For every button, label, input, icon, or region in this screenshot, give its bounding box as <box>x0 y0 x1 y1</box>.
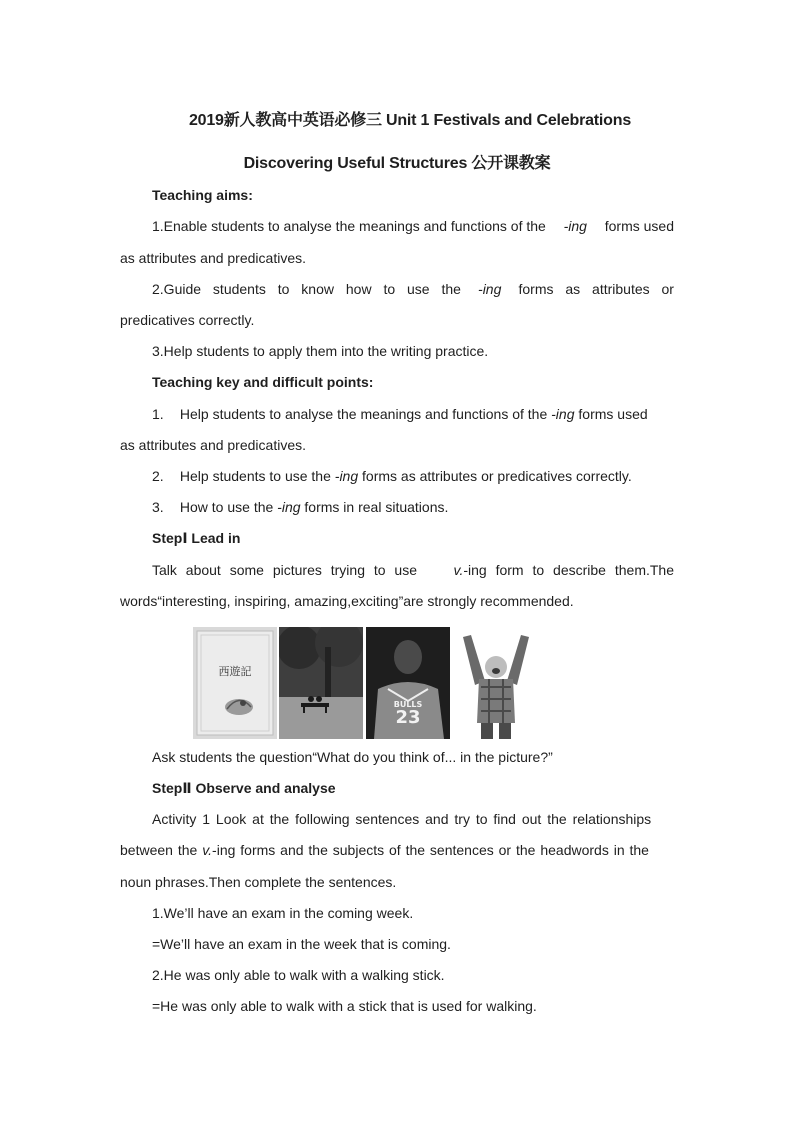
step1-question: Ask students the question“What do you think of... in the picture?” <box>152 749 553 765</box>
step1-text-a: Talk about some pictures trying to use <box>152 562 418 578</box>
keypoint-3-ing: -ing <box>277 499 301 515</box>
svg-text:BULLS: BULLS <box>393 700 423 709</box>
park-bench-picture <box>279 627 363 739</box>
keypoint-2-text: Help students to use the <box>179 468 331 484</box>
aims-item2-text: 2.Guide students to know how to use the <box>152 281 461 297</box>
keypoint-3-number: 3. <box>152 499 164 515</box>
sentence-2: 2.He was only able to walk with a walking stick. <box>152 967 445 983</box>
step2-heading: StepⅡ Observe and analyse <box>152 780 336 796</box>
aims-item2-line1 <box>152 279 674 299</box>
book-title-text: 西遊記 <box>218 665 252 678</box>
keypoint-3-text: How to use the <box>179 499 274 515</box>
keypoint-1-text-b: forms used <box>578 406 648 422</box>
aims-item1-text: 1.Enable students to analyse the meanings and functions of the <box>152 218 546 234</box>
activity1-line3: noun phrases.Then complete the sentences. <box>120 874 397 890</box>
basketball-player-picture <box>366 627 450 739</box>
step1-v: v. <box>453 562 464 578</box>
sentence-1: 1.We’ll have an exam in the coming week. <box>152 905 414 921</box>
step1-heading: StepⅠ Lead in <box>152 530 241 546</box>
excited-boy-picture <box>453 627 539 739</box>
keypoint-1-number: 1. <box>152 406 164 422</box>
keypoint-2 <box>152 466 632 486</box>
document-title-line1: 2019新人教高中英语必修三 Unit 1 Festivals and Celebrations <box>188 112 632 129</box>
book-cover-picture <box>193 627 277 739</box>
document-title-line2: Discovering Useful Structures 公开课教案 <box>243 155 551 172</box>
activity1-v: v. <box>202 842 213 858</box>
keypoints-heading: Teaching key and difficult points: <box>152 374 374 390</box>
aims-item1-text-b: forms used <box>604 218 674 234</box>
keypoint-3-text-b: forms in real situations. <box>304 499 449 515</box>
aims-item3: 3.Help students to apply them into the writing practice. <box>152 343 489 359</box>
activity1-text-b: -ing forms and the subjects of the sentences or the headwords in the <box>212 842 649 858</box>
svg-text:23: 23 <box>395 707 421 728</box>
step1-paragraph-line1 <box>152 560 674 580</box>
step1-text-b: -ing form to describe them.The <box>463 562 674 578</box>
keypoint-1-ing: -ing <box>551 406 575 422</box>
keypoint-3 <box>152 497 448 517</box>
keypoint-2-ing: -ing <box>334 468 359 484</box>
keypoint-2-number: 2. <box>152 468 164 484</box>
step1-paragraph-line2: words“interesting, inspiring, amazing,exciting”are strongly recommended. <box>120 593 574 609</box>
keypoint-1-line2: as attributes and predicatives. <box>120 437 306 453</box>
aims-item2-ing: -ing <box>478 281 502 297</box>
aims-item1-line1 <box>152 216 674 236</box>
aims-item2-text-b: forms as attributes or <box>518 281 674 297</box>
sentence-2-equivalent: =He was only able to walk with a stick that is used for walking. <box>152 998 537 1014</box>
activity1-line2 <box>120 840 649 860</box>
aims-heading: Teaching aims: <box>152 187 253 203</box>
keypoint-1 <box>152 404 648 424</box>
sentence-1-equivalent: =We’ll have an exam in the week that is coming. <box>152 936 451 952</box>
aims-item1-line2: as attributes and predicatives. <box>120 250 306 266</box>
activity1-text-a: between the <box>120 842 198 858</box>
aims-item1-ing: -ing <box>563 218 587 234</box>
keypoint-2-text-b: forms as attributes or predicatives correctly. <box>362 468 632 484</box>
aims-item2-line2: predicatives correctly. <box>120 312 255 328</box>
activity1-line1: Activity 1 Look at the following sentences and try to find out the relationships <box>152 811 652 827</box>
keypoint-1-text: Help students to analyse the meanings and functions of the <box>179 406 548 422</box>
